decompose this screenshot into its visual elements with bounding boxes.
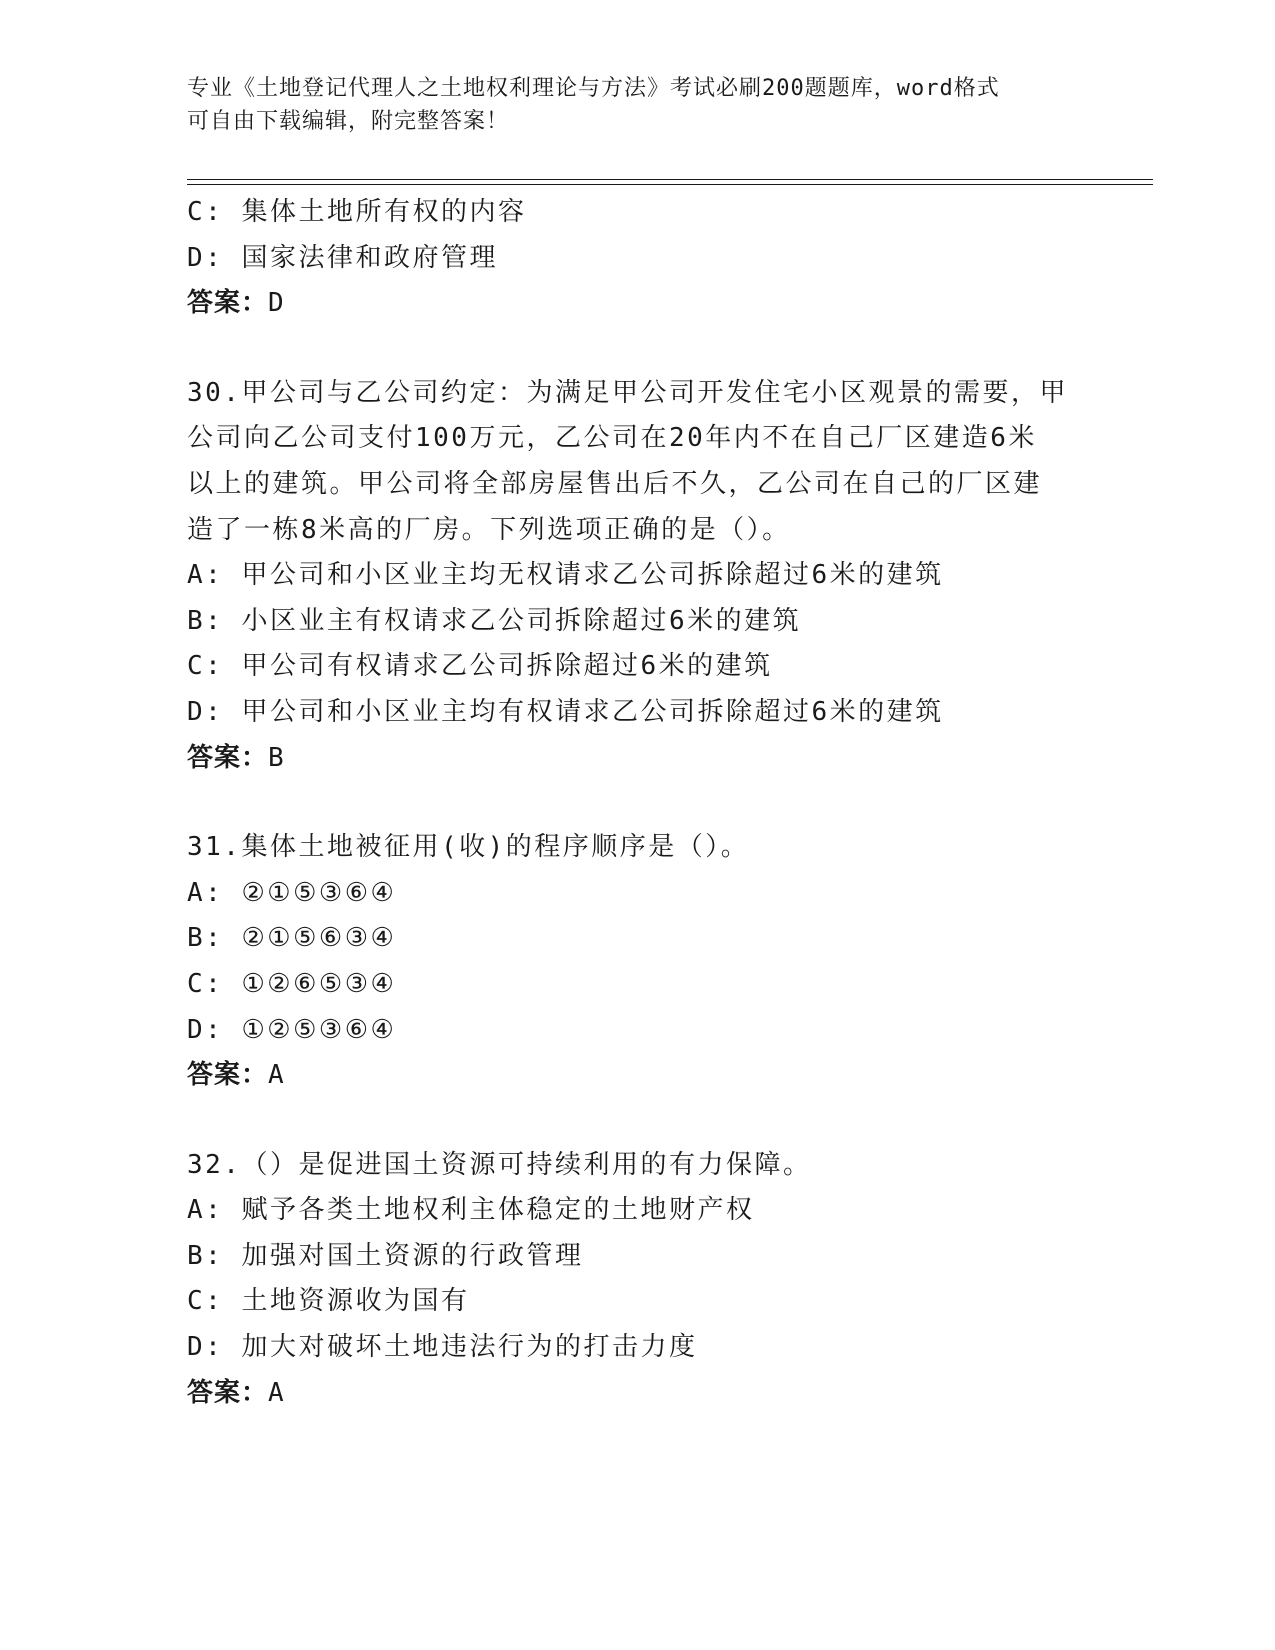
answer-label: 答案： [187,1377,269,1408]
answer-label: 答案： [187,742,269,773]
question-text-line: 公司向乙公司支付100万元，乙公司在20年内不在自己厂区建造6米 [187,423,1037,454]
question-text-line: 32.（）是促进国土资源可持续利用的有力保障。 [187,1149,812,1180]
option-d: D: 甲公司和小区业主均有权请求乙公司拆除超过6米的建筑 [187,696,944,727]
question-text-line: 31.集体土地被征用(收)的程序顺序是（）。 [187,832,750,863]
header-divider-top [187,179,1153,180]
option-d: D: ①②⑤③⑥④ [187,1014,397,1045]
option-b: B: 加强对国土资源的行政管理 [187,1240,584,1271]
option-d: D: 加大对破坏土地违法行为的打击力度 [187,1332,698,1363]
spacer [187,327,1087,371]
answer-line [187,736,1087,782]
prev-question-block [187,190,1087,327]
option-c: C: 土地资源收为国有 [187,1286,470,1317]
question-31 [187,825,1087,1099]
option-b: B: ②①⑤⑥③④ [187,923,397,954]
answer-value: B [268,742,287,773]
question-text-line: 30.甲公司与乙公司约定：为满足甲公司开发住宅小区观景的需要，甲 [187,377,1068,408]
header-line-1: 专业《土地登记代理人之土地权利理论与方法》考试必刷200题题库，word格式 [187,76,1000,101]
question-32 [187,1143,1087,1417]
answer-line [187,281,1087,327]
header-divider-bottom [187,184,1153,185]
answer-value: D [268,288,287,319]
question-30 [187,371,1087,781]
answer-value: A [268,1060,287,1091]
spacer [187,781,1087,825]
answer-label: 答案： [187,288,269,319]
document-body [187,190,1087,1416]
answer-label: 答案： [187,1060,269,1091]
option-c: C: 甲公司有权请求乙公司拆除超过6米的建筑 [187,651,773,682]
answer-line [187,1053,1087,1099]
option-a: A: 甲公司和小区业主均无权请求乙公司拆除超过6米的建筑 [187,560,944,591]
answer-value: A [268,1377,287,1408]
option-c: C: ①②⑥⑤③④ [187,968,397,999]
option-d: D: 国家法律和政府管理 [187,242,498,273]
option-a: A: ②①⑤③⑥④ [187,877,397,908]
question-text-line: 造了一栋8米高的厂房。下列选项正确的是（）。 [187,514,791,545]
question-text-line: 以上的建筑。甲公司将全部房屋售出后不久，乙公司在自己的厂区建 [187,468,1043,499]
option-b: B: 小区业主有权请求乙公司拆除超过6米的建筑 [187,605,802,636]
option-c: C: 集体土地所有权的内容 [187,197,527,227]
option-a: A: 赋予各类土地权利主体稳定的土地财产权 [187,1195,755,1226]
spacer [187,1099,1087,1143]
document-header [187,72,1087,138]
header-line-2: 可自由下载编辑，附完整答案！ [187,109,510,134]
answer-line [187,1371,1087,1417]
